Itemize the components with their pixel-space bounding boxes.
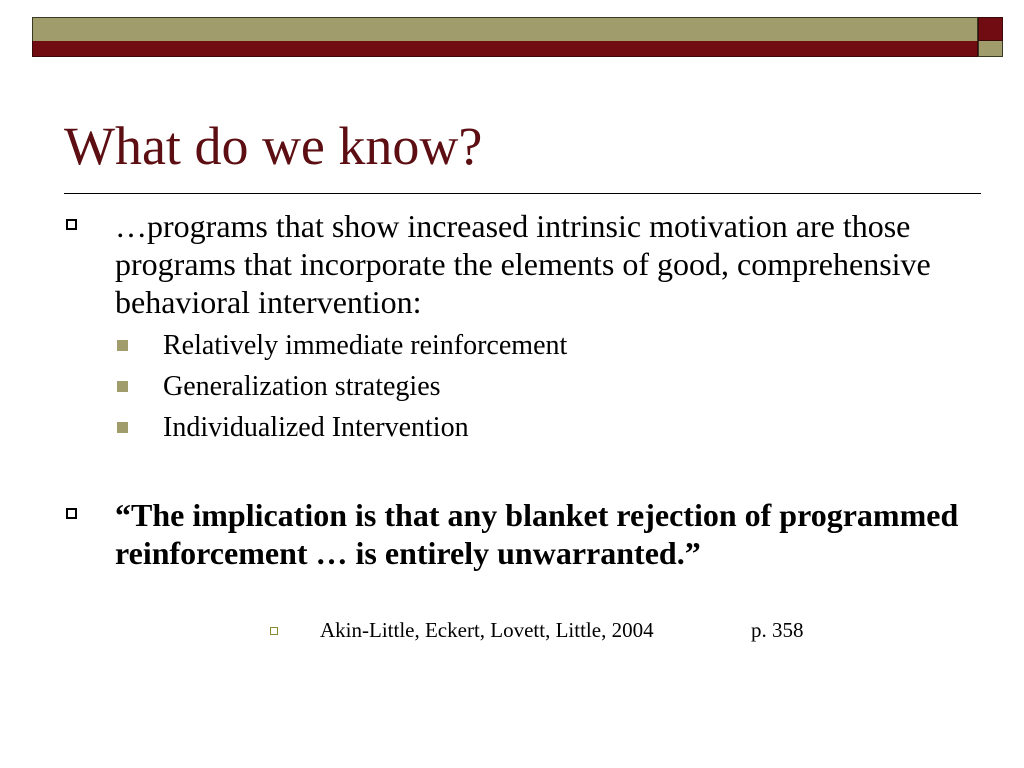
banner-corner-olive <box>978 41 1003 57</box>
quote-bullet-item <box>64 496 964 572</box>
sub-bullet-text: Generalization strategies <box>163 371 441 402</box>
citation-authors: Akin-Little, Eckert, Lovett, Little, 2004 <box>320 618 654 642</box>
citation-page: p. 358 <box>751 618 804 642</box>
slide-title: What do we know? <box>64 116 483 176</box>
title-divider <box>64 193 981 194</box>
sub-bullet-item <box>64 407 964 448</box>
banner-olive-band <box>32 17 978 41</box>
top-banner <box>32 17 978 57</box>
sub-bullet-text: Relatively immediate reinforcement <box>163 330 568 361</box>
bullet-item <box>64 207 964 321</box>
sub-bullet-text: Individualized Intervention <box>163 412 469 443</box>
hollow-square-bullet-icon <box>66 219 77 230</box>
bullet-text: …programs that show increased intrinsic motivation are those programs that incorporate the elements of good, comprehensive behavioral intervention: <box>115 208 931 320</box>
banner-maroon-band <box>32 41 978 57</box>
filled-square-bullet-icon <box>117 340 128 351</box>
bullet-block-2 <box>64 496 964 572</box>
hollow-square-bullet-icon <box>66 508 77 519</box>
sub-bullet-list <box>64 325 964 448</box>
small-hollow-square-bullet-icon <box>270 627 278 635</box>
bullet-block-1 <box>64 207 964 448</box>
filled-square-bullet-icon <box>117 381 128 392</box>
sub-bullet-item <box>64 325 964 366</box>
banner-corner-maroon <box>978 17 1003 41</box>
filled-square-bullet-icon <box>117 422 128 433</box>
quote-text: “The implication is that any blanket rejection of programmed reinforcement … is entirely unwarranted.” <box>115 497 959 571</box>
sub-bullet-item <box>64 366 964 407</box>
